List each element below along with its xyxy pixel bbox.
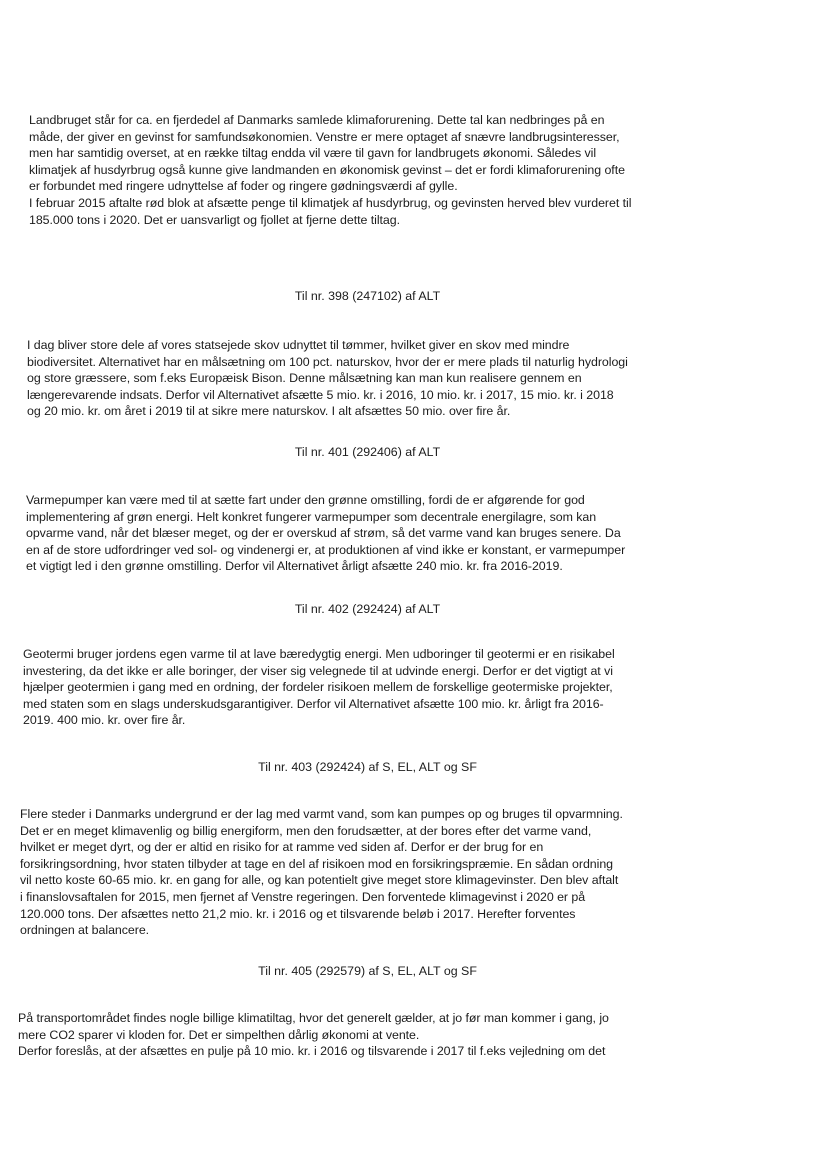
text-line: et vigtigt led i den grønne omstilling. Derfor vil Alternativet årligt afsætte 240 mio. kr. fra 2016-2019. bbox=[26, 559, 563, 574]
text-line: investering, da det ikke er alle boringer, der viser sig velegnede til at udvinde energi. Derfor er det vigtigt at vi bbox=[23, 663, 613, 678]
text-line: er forbundet med ringere udnyttelse af foder og ringere gødningsværdi af gylle. bbox=[29, 179, 458, 194]
text-line: mere CO2 sparer vi kloden for. Det er simpelthen dårlig økonomi at vente. bbox=[18, 1027, 420, 1042]
text-line: og 20 mio. kr. om året i 2019 til at sikre mere naturskov. I alt afsættes 50 mio. over fire år. bbox=[27, 404, 511, 419]
text-line: 185.000 tons i 2020. Det er uansvarligt og fjollet at fjerne dette tiltag. bbox=[29, 212, 401, 227]
text-line: forsikringsordning, hvor staten tilbyder at tage en del af risikoen mod en forsikringspræmie. En sådan ordning bbox=[20, 856, 614, 871]
text-line: længerevarende indsats. Derfor vil Alternativet afsætte 5 mio. kr. i 2016, 10 mio. kr. i 2017, 15 mio. kr. i 2018 bbox=[27, 387, 614, 402]
paragraph-geotermi bbox=[23, 646, 615, 729]
text-line: men har samtidig overset, at en række tiltag endda vil være til gavn for landbrugets økonomi. Således vil bbox=[29, 146, 597, 161]
text-line: biodiversitet. Alternativet har en målsætning om 100 pct. naturskov, hvor der er mere plads til naturlig hydrologi bbox=[27, 354, 628, 369]
text-line: vil netto koste 60-65 mio. kr. en gang for alle, og kan potentielt give meget store klimagevinster. Den blev aftalt bbox=[20, 873, 619, 888]
text-line: måde, der giver en gevinst for samfundsøkonomien. Venstre er mere optaget af snævre landbrugsinteresser, bbox=[29, 129, 620, 144]
text-line: Geotermi bruger jordens egen varme til at lave bæredygtig energi. Men udboringer til geotermi er en risikabel bbox=[23, 647, 615, 661]
heading-nr-403: Til nr. 403 (292424) af S, EL, ALT og SF bbox=[258, 760, 477, 774]
text-line: ordningen at balancere. bbox=[20, 923, 150, 938]
heading-nr-402: Til nr. 402 (292424) af ALT bbox=[294, 602, 441, 616]
text-line: hvilket er meget dyrt, og der er altid en risiko for at ramme ved siden af. Derfor er der brug for en bbox=[20, 840, 544, 855]
text-line: en af de store udfordringer ved sol- og vindenergi er, at produktionen af vind ikke er konstant, er varmepumper bbox=[26, 542, 626, 557]
text-line: med staten som en slags underskudsgarantigiver. Derfor vil Alternativet afsætte 100 mio. kr. årligt fra 2016- bbox=[23, 696, 604, 711]
paragraph-landbrug bbox=[29, 112, 631, 228]
heading-nr-401: Til nr. 401 (292406) af ALT bbox=[294, 445, 441, 459]
text-line: Flere steder i Danmarks undergrund er der lag med varmt vand, som kan pumpes op og bruges til opvarmning. bbox=[20, 807, 623, 821]
text-line: Derfor foreslås, at der afsættes en pulje på 10 mio. kr. i 2016 og tilsvarende i 2017 til f.eks vejledning om det bbox=[18, 1044, 606, 1059]
paragraph-transport bbox=[18, 1010, 609, 1060]
text-line: I dag bliver store dele af vores statsejede skov udnyttet til tømmer, hvilket giver en skov med mindre bbox=[27, 338, 570, 352]
heading-nr-398: Til nr. 398 (247102) af ALT bbox=[294, 289, 441, 303]
text-line: På transportområdet findes nogle billige klimatiltag, hvor det generelt gælder, at jo før man kommer i gang, jo bbox=[18, 1011, 609, 1025]
text-line: og store græssere, som f.eks Europæisk Bison. Denne målsætning kan man kun realisere gennem en bbox=[27, 371, 582, 386]
text-line: Landbruget står for ca. en fjerdedel af Danmarks samlede klimaforurening. Dette tal kan nedbringes på en bbox=[29, 113, 605, 127]
text-line: 2019. 400 mio. kr. over fire år. bbox=[23, 713, 186, 728]
text-line: Varmepumper kan være med til at sætte fart under den grønne omstilling, fordi de er afgørende for god bbox=[26, 493, 585, 507]
text-line: klimatjek af husdyrbrug også kunne give landmanden en økonomisk gevinst – det er fordi klimaforurening ofte bbox=[29, 162, 625, 177]
text-line: i finanslovsaftalen for 2015, men fjernet af Venstre regeringen. Den forventede klimagevinst i 2020 er på bbox=[20, 889, 586, 904]
text-line: opvarme vand, når det blæser meget, og der er overskud af strøm, så det varme vand kan bruges senere. Da bbox=[26, 526, 621, 541]
text-line: I februar 2015 aftalte rød blok at afsætte penge til klimatjek af husdyrbrug, og gevinsten herved blev vurderet til bbox=[29, 195, 632, 210]
text-line: implementering af grøn energi. Helt konkret fungerer varmepumper som decentrale energilagre, som kan bbox=[26, 509, 597, 524]
paragraph-forsikringsordning bbox=[20, 806, 623, 939]
paragraph-naturskov bbox=[27, 337, 628, 420]
heading-nr-405: Til nr. 405 (292579) af S, EL, ALT og SF bbox=[258, 964, 477, 978]
text-line: hjælper geotermien i gang med en ordning, der fordeler risikoen mellem de forskellige geotermiske projekter, bbox=[23, 680, 613, 695]
text-line: Det er en meget klimavenlig og billig energiform, men den forudsætter, at der bores efter det varme vand, bbox=[20, 823, 592, 838]
paragraph-varmepumper bbox=[26, 492, 625, 575]
text-line: 120.000 tons. Der afsættes netto 21,2 mio. kr. i 2016 og et tilsvarende beløb i 2017. Herefter forventes bbox=[20, 906, 576, 921]
